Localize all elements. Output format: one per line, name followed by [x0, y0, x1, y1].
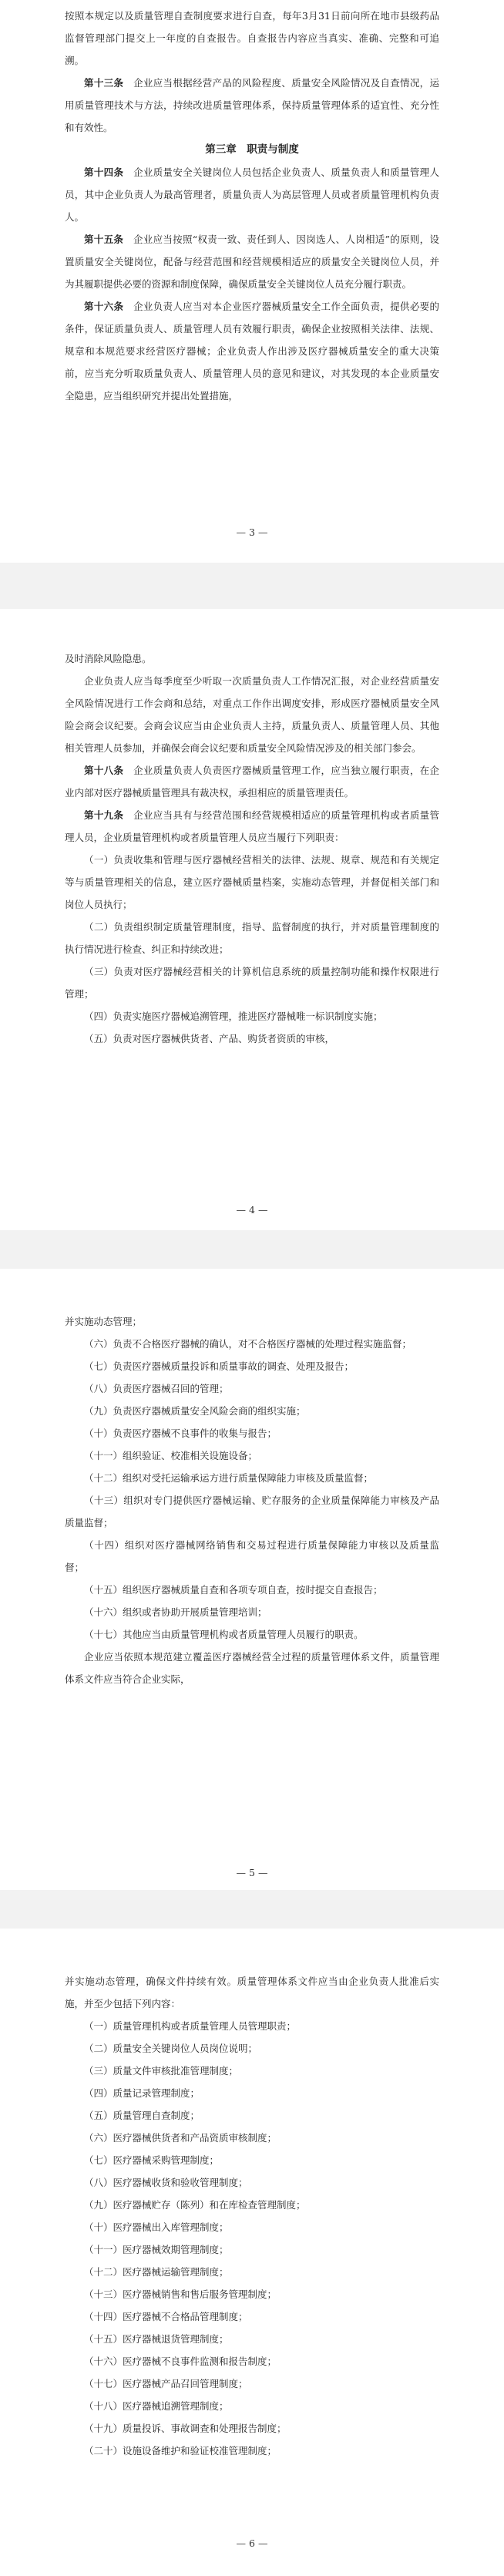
paragraph [65, 72, 439, 139]
list-item: （十三）医疗器械销售和售后服务管理制度； [84, 2288, 277, 2300]
list-item: （一）负责收集和管理与医疗器械经营相关的法律、法规、规章、规范和有关规定等与质量管理相关的信息，建立医疗器械质量档案，实施动态管理，并督促相关部门和岗位人员执行； [65, 854, 439, 910]
list-item: （十四）医疗器械不合格品管理制度； [84, 2311, 248, 2322]
document-page-4 [0, 609, 504, 1230]
list-item: （六）负责不合格医疗器械的确认，对不合格医疗器械的处理过程实施监督； [84, 1338, 412, 1350]
page-6-body [65, 1970, 439, 2462]
list-item: （三）负责对医疗器械经营相关的计算机信息系统的质量控制功能和操作权限进行管理； [65, 966, 439, 1000]
article-number: 第十四条 [84, 166, 124, 178]
list-item: （十五）医疗器械退货管理制度； [84, 2333, 229, 2345]
page-4-body [65, 647, 439, 1050]
paragraph [65, 228, 439, 295]
list-item: （十五）组织医疗器械质量自查和各项专项自查，按时提交自查报告； [84, 1584, 383, 1596]
paragraph [65, 295, 439, 407]
paragraph [65, 1690, 439, 1713]
list-item: （十六）医疗器械不良事件监测和报告制度； [84, 2356, 277, 2367]
document-page-5 [0, 1269, 504, 1890]
document-page-6 [0, 1929, 504, 2576]
paragraph-text: 并实施动态管理； [65, 1316, 143, 1327]
list-item: 企业应当依照本规范建立覆盖医疗器械经营全过程的质量管理体系文件，质量管理体系文件应当符合企业实际， [65, 1651, 439, 1685]
paragraph-text: 按照本规定以及质量管理自查制度要求进行自查，每年3月31日前向所在地市县级药品监督管理部门提交上一年度的自查报告。自查报告内容应当真实、准确、完整和可追溯。 [65, 10, 439, 66]
list-item: （十三）组织对专门提供医疗器械运输、贮存服务的企业质量保障能力审核及产品质量监督； [65, 1495, 439, 1528]
chapter-heading: 第三章 职责与制度 [205, 143, 299, 156]
paragraph [65, 1970, 439, 2015]
list-item: （十一）医疗器械效期管理制度； [84, 2244, 229, 2255]
article-number: 第十三条 [84, 77, 124, 89]
paragraph-text: 企业应当按照“权责一致、责任到人、因岗选人、人岗相适”的原则，设置质量安全关键岗位，配备与经营范围和经营规模相适应的质量安全关键岗位人员，并为其履职提供必要的资源和制度保障，确保质量安全关键岗位人员充分履行职责。 [65, 234, 439, 290]
list-item: （二）质量安全关键岗位人员岗位说明； [84, 2043, 258, 2054]
paragraph-text: 企业应当具有与经营范围和经营规模相适应的质量管理机构或者质量管理人员，企业质量管理机构或者质量管理人员应当履行下列职责： [65, 809, 439, 843]
list-item: （十七）其他应当由质量管理机构或者质量管理人员履行的职责。 [84, 1629, 364, 1640]
article-number: 第十六条 [84, 301, 124, 312]
page-3-body [65, 5, 439, 407]
paragraph [65, 161, 439, 228]
paragraph [65, 647, 439, 670]
list-item: （六）医疗器械供货者和产品资质审核制度； [84, 2132, 277, 2144]
paragraph-text: 并实施动态管理，确保文件持续有效。质量管理体系文件应当由企业负责人批准后实施，并至少包括下列内容： [65, 1976, 439, 2009]
list-item: （七）负责医疗器械质量投诉和质量事故的调查、处理及报告； [84, 1360, 354, 1372]
article-number: 第十五条 [84, 234, 124, 245]
list-item: （九）医疗器械贮存（陈列）和在库检查管理制度； [84, 2199, 306, 2211]
list-item: （七）医疗器械采购管理制度； [84, 2154, 220, 2166]
list-item: （十四）组织对医疗器械网络销售和交易过程进行质量保障能力审核以及质量监督； [65, 1539, 439, 1573]
list-item: （十）负责医疗器械不良事件的收集与报告； [84, 1428, 277, 1439]
list-item: （四）质量记录管理制度； [84, 2087, 200, 2099]
list-item: （八）医疗器械收货和验收管理制度； [84, 2177, 248, 2188]
paragraph [65, 670, 439, 759]
page-number: — 6 — [236, 2537, 268, 2549]
list-item: （三）质量文件审核批准管理制度； [84, 2065, 239, 2077]
paragraph [65, 1310, 439, 1333]
list-item: （五）质量管理自查制度； [84, 2110, 200, 2121]
document-page-3 [0, 0, 504, 563]
list-item: （十）医疗器械出入库管理制度； [84, 2221, 229, 2233]
list-item: （十九）质量投诉、事故调查和处理报告制度； [84, 2423, 287, 2434]
paragraph [65, 804, 439, 849]
list-item: （五）负责对医疗器械供货者、产品、购货者资质的审核， [84, 1033, 335, 1044]
paragraph-text: 企业负责人应当对本企业医疗器械质量安全工作全面负责，提供必要的条件，保证质量负责人、质量管理人员有效履行职责，确保企业按照相关法律、法规、规章和本规范要求经营医疗器械；企业负责人作出涉及医疗器械质量安全的重大决策前，应当充分听取质量负责人、质量管理人员的意见和建议，对其发现的本企业质量安全隐患，应当组织研究并提出处置措施， [65, 301, 439, 402]
list-item: （八）负责医疗器械召回的管理； [84, 1383, 229, 1394]
page-5-body [65, 1310, 439, 1713]
list-item: （十二）组织对受托运输承运方进行质量保障能力审核及质量监督； [84, 1472, 374, 1484]
list-item: （九）负责医疗器械质量安全风险会商的组织实施； [84, 1405, 306, 1417]
list-item: （一）质量管理机构或者质量管理人员管理职责； [84, 2020, 297, 2032]
paragraph-text: 企业应当根据经营产品的风险程度、质量安全风险情况及自查情况，运用质量管理技术与方法，持续改进质量管理体系，保持质量管理体系的适宜性、充分性和有效性。 [65, 77, 439, 133]
paragraph-text: 及时消除风险隐患。 [65, 653, 152, 664]
list-item: （十七）医疗器械产品召回管理制度； [84, 2378, 248, 2389]
list-item: （二）负责组织制定质量管理制度，指导、监督制度的执行，并对质量管理制度的执行情况进行检查、纠正和持续改进； [65, 921, 439, 955]
list-item: （十二）医疗器械运输管理制度； [84, 2266, 229, 2278]
list-item: （十六）组织或者协助开展质量管理培训； [84, 1606, 267, 1618]
list-item: （二十）设施设备维护和验证校准管理制度； [84, 2445, 277, 2457]
article-number: 第十九条 [84, 809, 124, 821]
page-number: — 3 — [236, 526, 268, 538]
paragraph-text: 企业质量安全关键岗位人员包括企业负责人、质量负责人和质量管理人员，其中企业负责人为最高管理者，质量负责人为高层管理人员或者质量管理机构负责人。 [65, 166, 439, 223]
article-number: 第十八条 [84, 765, 124, 776]
page-number: — 4 — [236, 1204, 268, 1216]
list-item: （四）负责实施医疗器械追溯管理，推进医疗器械唯一标识制度实施； [84, 1011, 383, 1022]
list-item: （十一）组织验证、校准相关设施设备； [84, 1450, 258, 1461]
page-number: — 5 — [236, 1867, 268, 1878]
paragraph [65, 5, 439, 72]
list-item: （十八）医疗器械追溯管理制度； [84, 2400, 229, 2412]
paragraph [65, 759, 439, 804]
paragraph-text: 企业负责人应当每季度至少听取一次质量负责人工作情况汇报，对企业经营质量安全风险情况进行工作会商和总结，对重点工作作出调度安排，形成医疗器械质量安全风险会商会议纪要。会商会议应当由企业负责人主持，质量负责人、质量管理人员、其他相关管理人员参加，并确保会商会议纪要和质量安全风险情况涉及的相关部门参会。 [65, 675, 439, 754]
paragraph-text: 企业质量负责人负责医疗器械质量管理工作，应当独立履行职责，在企业内部对医疗器械质量管理具有裁决权，承担相应的质量管理责任。 [65, 765, 439, 799]
